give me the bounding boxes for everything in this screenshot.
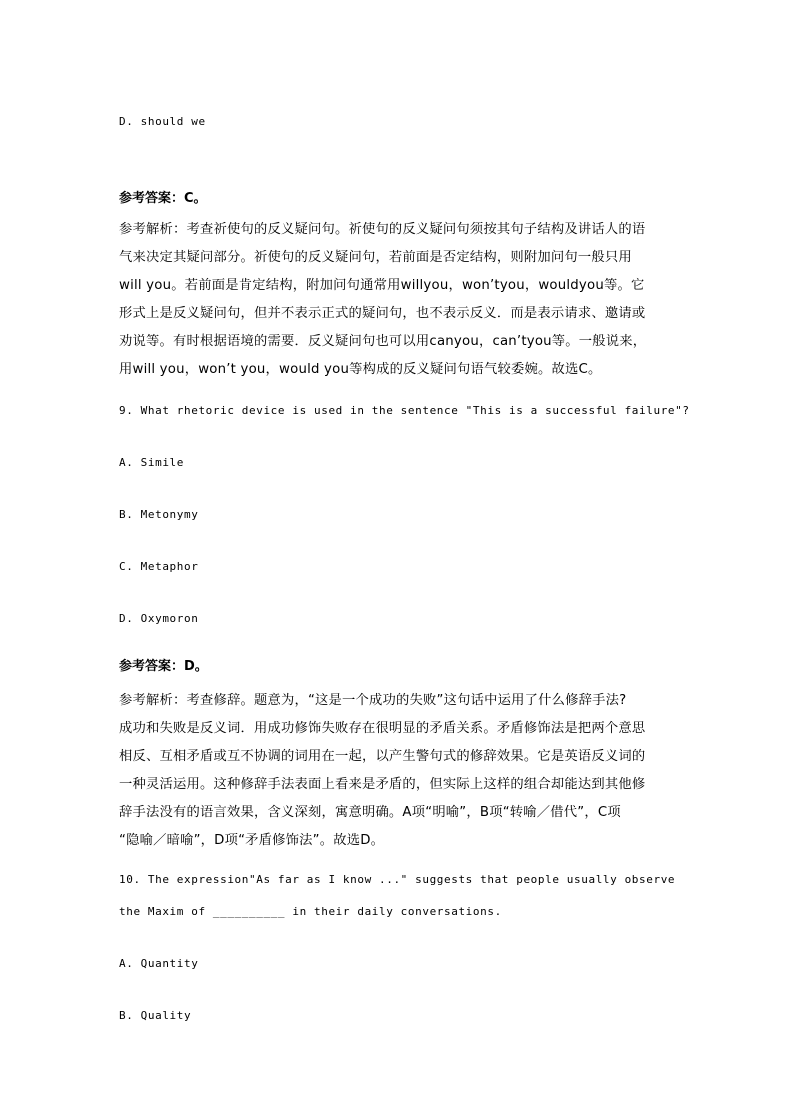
question-line: the Maxim of __________ in their daily conversations. bbox=[119, 905, 502, 918]
explanation-line: 一种灵活运用。这种修辞手法表面上看来是矛盾的，但实际上这样的组合却能达到其他修 bbox=[119, 777, 646, 792]
q9-option-d: D. Oxymoron bbox=[119, 612, 199, 625]
q10-option-b: B. Quality bbox=[119, 1009, 192, 1022]
explanation-line: 成功和失败是反义词．用成功修饰失败存在很明显的矛盾关系。矛盾修饰法是把两个意思 bbox=[119, 721, 646, 736]
explanation-line: 参考解析：考查修辞。题意为，“这是一个成功的失败”这句话中运用了什么修辞手法? bbox=[119, 693, 627, 708]
explanation-line: 辞手法没有的语言效果，含义深刻，寓意明确。A项“明喻”，B项“转喻／借代”，C项 bbox=[119, 805, 621, 820]
explanation-line: “隐喻／暗喻”，D项“矛盾修饰法”。故选D。 bbox=[119, 833, 385, 848]
explanation-line: 参考解析：考查祈使句的反义疑问句。祈使句的反义疑问句须按其句子结构及讲话人的语 bbox=[119, 222, 646, 237]
explanation-line: 气来决定其疑问部分。祈使句的反义疑问句，若前面是否定结构，则附加问句一般只用 bbox=[119, 250, 632, 265]
q8-answer: 参考答案：C。 bbox=[119, 191, 207, 206]
explanation-line: 劝说等。有时根据语境的需要．反义疑问句也可以用canyou，can’tyou等。一般说来， bbox=[119, 334, 647, 349]
q9-answer: 参考答案：D。 bbox=[119, 659, 208, 674]
q9-option-b: B. Metonymy bbox=[119, 508, 199, 521]
q9-option-c: C. Metaphor bbox=[119, 560, 199, 573]
q9-question: 9. What rhetoric device is used in the sentence "This is a successful failure"? bbox=[119, 404, 690, 417]
explanation-line: 用will you，won’t you，would you等构成的反义疑问句语气较委婉。故选C。 bbox=[119, 362, 602, 377]
q8-option-d: D. should we bbox=[119, 115, 206, 128]
explanation-line: 形式上是反义疑问句，但并不表示正式的疑问句，也不表示反义．而是表示请求、邀请或 bbox=[119, 306, 646, 321]
question-line: 10. The expression"As far as I know ..." suggests that people usually observe bbox=[119, 873, 676, 886]
q9-option-a: A. Simile bbox=[119, 456, 185, 469]
explanation-line: will you。若前面是肯定结构，附加问句通常用willyou，won’tyou，wouldyou等。它 bbox=[119, 278, 645, 293]
q10-option-a: A. Quantity bbox=[119, 957, 199, 970]
explanation-line: 相反、互相矛盾或互不协调的词用在一起，以产生警句式的修辞效果。它是英语反义词的 bbox=[119, 749, 646, 764]
